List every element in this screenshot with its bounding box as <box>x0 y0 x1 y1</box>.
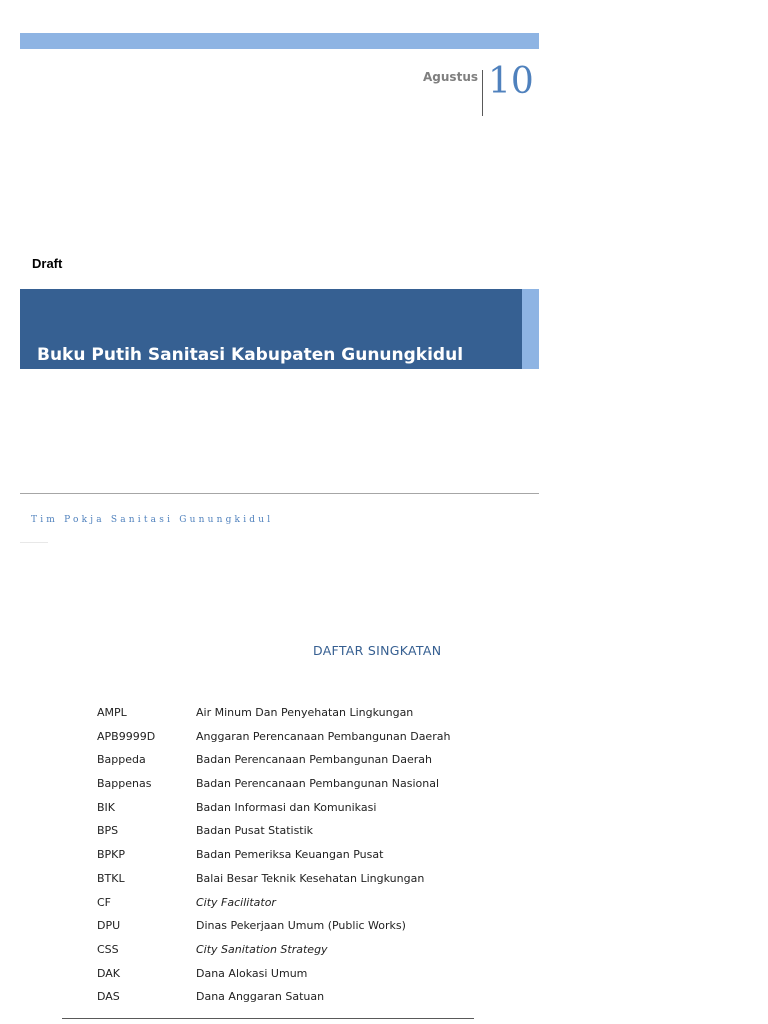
abbreviation-key: CF <box>97 895 112 909</box>
abbreviation-key: BPKP <box>97 848 126 862</box>
abbreviation-key: DPU <box>97 919 121 933</box>
abbreviation-key: Bappeda <box>97 753 146 767</box>
abbreviation-value: Anggaran Perencanaan Pembangunan Daerah <box>196 729 451 743</box>
abbreviation-value: Badan Perencanaan Pembangunan Nasional <box>196 777 440 791</box>
abbreviation-key: APB9999D <box>97 729 156 743</box>
date-divider <box>482 70 483 116</box>
title-band-accent <box>522 289 539 369</box>
abbreviation-value: Air Minum Dan Penyehatan Lingkungan <box>196 706 414 719</box>
abbreviation-value: Badan Perencanaan Pembangunan Daerah <box>196 753 432 767</box>
abbreviation-key: DAS <box>97 990 120 1004</box>
date-month: Agustus <box>423 70 478 84</box>
abbreviation-value: Badan Pusat Statistik <box>196 824 314 838</box>
abbreviation-value: City Facilitator <box>196 895 276 909</box>
abbreviation-value: Dana Alokasi Umum <box>196 966 308 980</box>
abbreviation-value: Dana Anggaran Satuan <box>196 990 325 1004</box>
document-title: Buku Putih Sanitasi Kabupaten Gunungkidul <box>37 345 464 365</box>
section-divider <box>20 493 539 494</box>
abbreviation-value: City Sanitation Strategy <box>196 942 328 956</box>
abbreviation-key: BPS <box>97 824 119 838</box>
draft-label: Draft <box>32 256 63 271</box>
abbreviation-value: Badan Informasi dan Komunikasi <box>196 800 377 814</box>
abbreviation-key: BIK <box>97 800 116 814</box>
abbreviation-key: BTKL <box>97 871 125 885</box>
abbreviation-value: Badan Pemeriksa Keuangan Pusat <box>196 848 384 862</box>
abbreviations-heading: DAFTAR SINGKATAN <box>313 643 442 658</box>
date-day: 10 <box>488 61 534 102</box>
top-accent-bar <box>20 33 539 49</box>
abbreviation-value: Dinas Pekerjaan Umum (Public Works) <box>196 919 406 933</box>
abbreviation-key: Bappenas <box>97 777 152 791</box>
abbreviation-value: Balai Besar Teknik Kesehatan Lingkungan <box>196 871 425 885</box>
short-divider <box>20 542 48 543</box>
abbreviation-key: CSS <box>97 942 119 956</box>
team-name: Tim Pokja Sanitasi Gunungkidul <box>31 515 274 525</box>
abbreviation-key: DAK <box>97 966 121 980</box>
footer-divider <box>62 1018 474 1019</box>
abbreviation-key: AMPL <box>97 706 127 719</box>
